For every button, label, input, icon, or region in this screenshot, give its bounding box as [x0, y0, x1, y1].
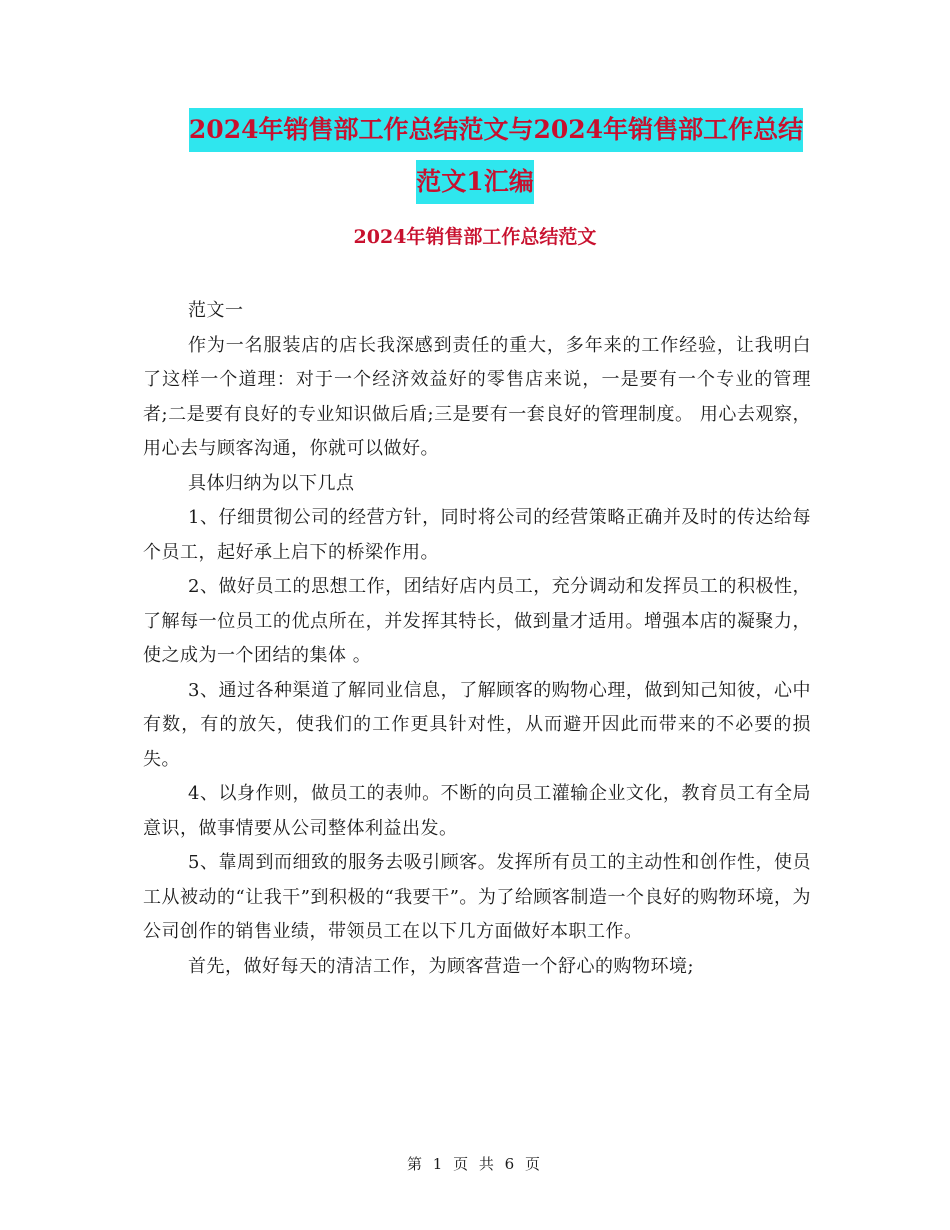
paragraph: 作为一名服装店的店长我深感到责任的重大，多年来的工作经验，让我明白了这样一个道理：对于一个经济效益好的零售店来说，一是要有一个专业的管理者;二是要有良好的专业知识做后盾;三是要有一套良好的管理制度。 用心去观察，用心去与顾客沟通，你就可以做好。: [143, 334, 811, 459]
title-line-1: 2024年销售部工作总结范文与2024年销售部工作总结: [189, 108, 803, 152]
title-row-1: [0, 108, 950, 152]
paragraph: 2、做好员工的思想工作，团结好店内员工，充分调动和发挥员工的积极性，了解每一位员工的优点所在，并发挥其特长，做到量才适用。增强本店的凝聚力，使之成为一个团结的集体 。: [143, 576, 811, 666]
title-row-2: [0, 160, 950, 204]
paragraph: 1、仔细贯彻公司的经营方针，同时将公司的经营策略正确并及时的传达给每个员工，起好承上启下的桥梁作用。: [143, 507, 811, 563]
paragraph: 范文一: [188, 300, 244, 321]
document-title: [0, 108, 950, 204]
page-footer: 第 1 页 共 6 页: [407, 1155, 543, 1173]
title-line-2: 范文1汇编: [416, 160, 533, 204]
paragraph: 首先，做好每天的清洁工作，为顾客营造一个舒心的购物环境;: [188, 955, 695, 977]
paragraph: 3、通过各种渠道了解同业信息，了解顾客的购物心理，做到知己知彼，心中有数，有的放矢，使我们的工作更具针对性，从而避开因此而带来的不必要的损失。: [143, 679, 811, 770]
paragraph: 5、靠周到而细致的服务去吸引顾客。发挥所有员工的主动性和创作性，使员工从被动的“让我干”到积极的“我要干”。为了给顾客制造一个良好的购物环境，为公司创作的销售业绩，带领员工在以下几方面做好本职工作。: [143, 852, 811, 942]
paragraph: 4、以身作则，做员工的表帅。不断的向员工灌输企业文化，教育员工有全局意识，做事情要从公司整体利益出发。: [143, 783, 811, 839]
document-body: [143, 294, 811, 984]
paragraph: 具体归纳为以下几点: [188, 472, 355, 494]
section-heading: 2024年销售部工作总结范文: [353, 226, 597, 248]
